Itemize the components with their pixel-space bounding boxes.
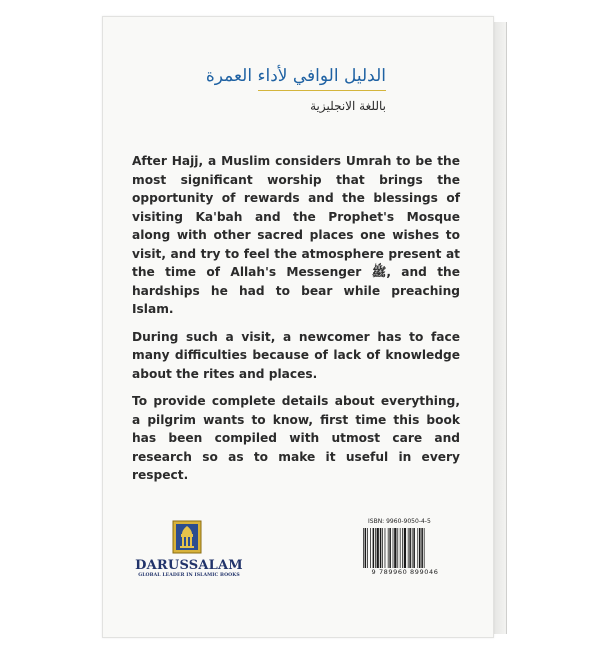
isbn-label: ISBN: 9960-9050-4-5 <box>368 518 431 525</box>
publisher-logo <box>130 520 266 582</box>
arabic-title: الدليل الوافي لأداء العمرة <box>205 66 386 86</box>
darussalam-logo-icon <box>172 520 202 554</box>
barcode-icon <box>362 528 448 568</box>
title-underline <box>258 90 386 91</box>
publisher-name: DARUSSALAM <box>135 558 243 573</box>
blurb-paragraph-3: To provide complete details about everything, a pilgrim wants to know, first time this book has been compiled with utmost care and research so as to make it useful in every respect. <box>132 394 460 482</box>
blurb-paragraph-2: During such a visit, a newcomer has to face many difficulties because of lack of knowledge about the rites and places. <box>132 329 460 381</box>
publisher-tagline: GLOBAL LEADER IN ISLAMIC BOOKS <box>138 573 240 578</box>
blurb-paragraph-1: After Hajj, a Muslim considers Umrah to be the most significant worship that brings the opportunity of rewards and the blessings of visiting Ka'bah and the Prophet's Mosque along with other sacred places one wishes to visit, and try to feel the atmosphere present at the time of Allah's Messenger ﷺ, and the hardships he had to bear while preaching Islam. <box>132 154 460 316</box>
arabic-subtitle: باللغة الانجليزية <box>310 99 386 113</box>
cover-blurb <box>132 152 460 494</box>
barcode-block <box>356 516 454 580</box>
barcode-digits: 9 789960 899046 <box>371 568 439 576</box>
